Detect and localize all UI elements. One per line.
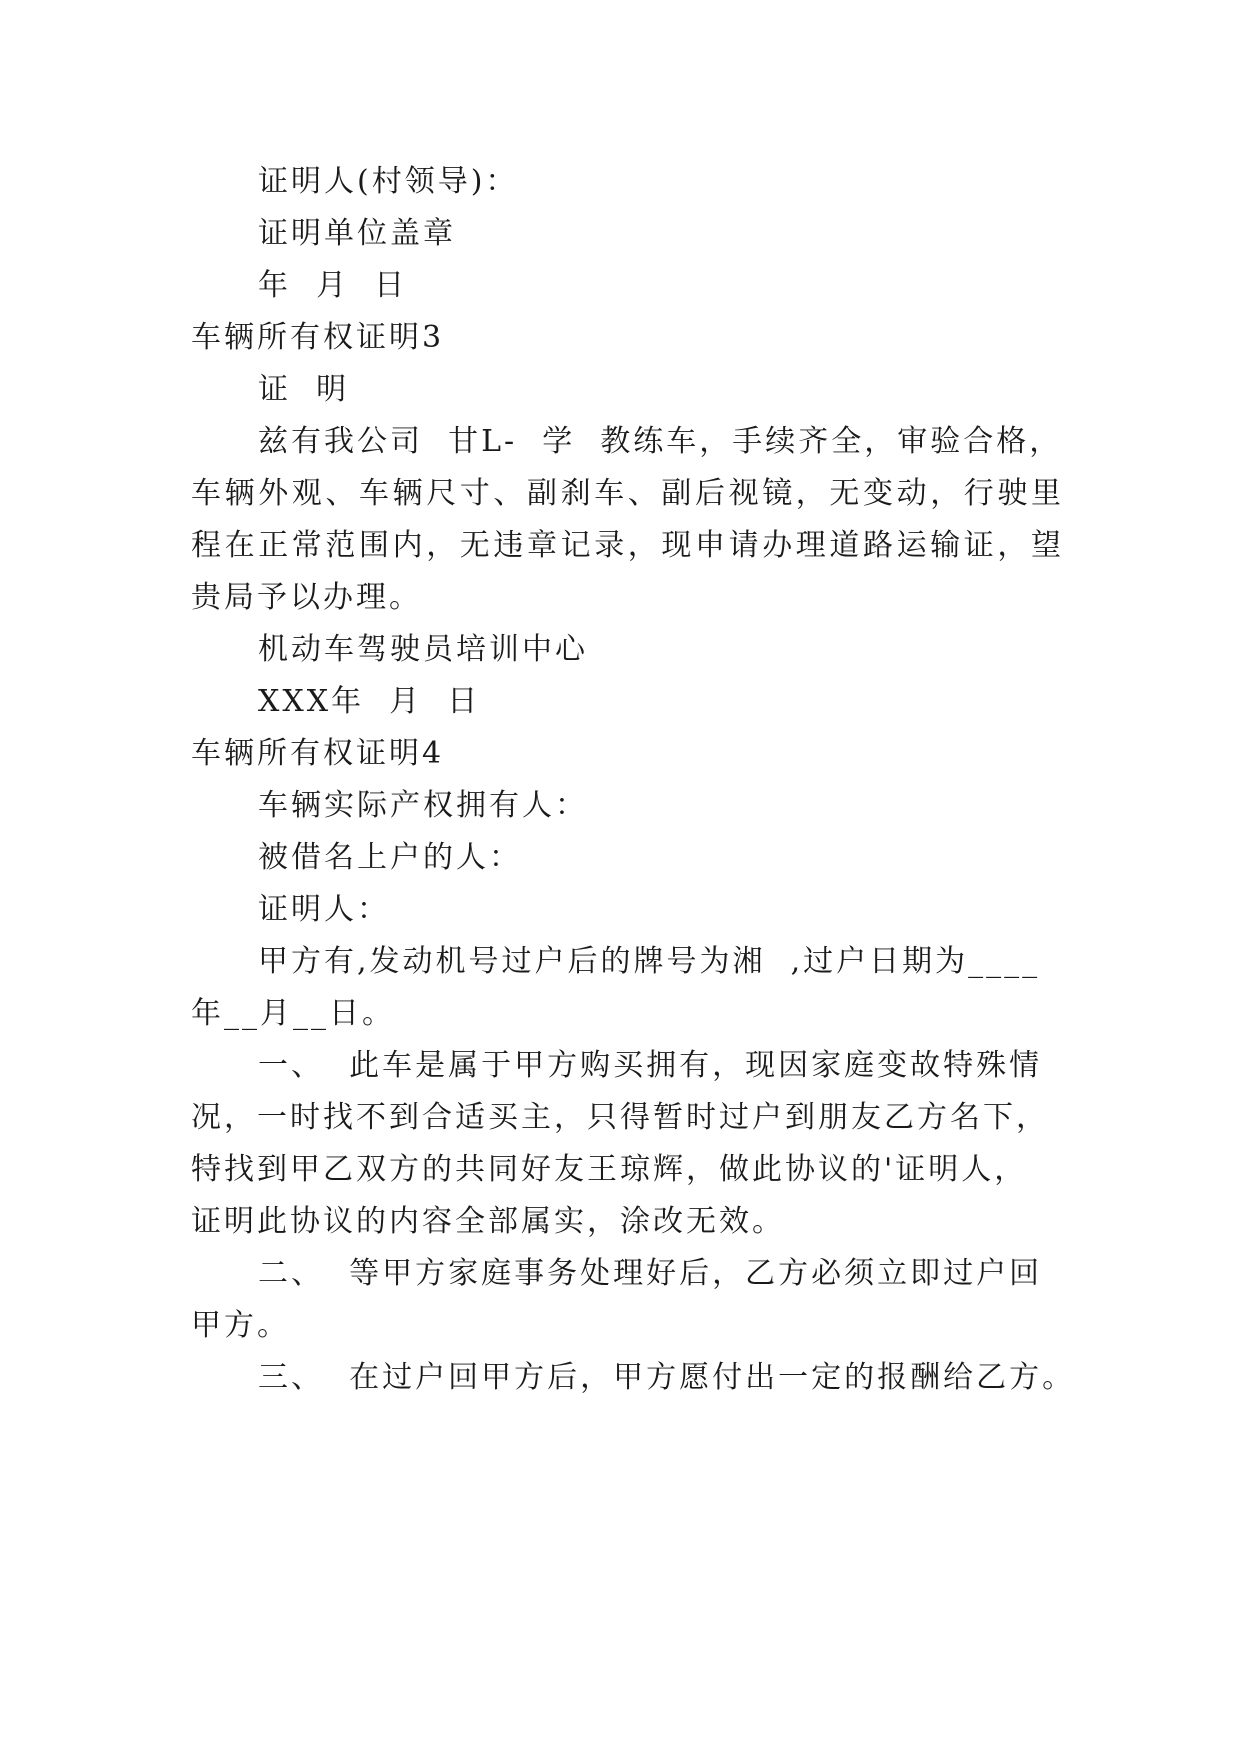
witness-village-label: 证明人(村领导)： bbox=[258, 164, 519, 199]
clause-line: 证明此协议的内容全部属实，涂改无效。 bbox=[191, 1204, 785, 1239]
clause-line: 特找到甲乙双方的共同好友王琼辉，做此协议的'证明人， bbox=[191, 1152, 1028, 1187]
clause-line: 甲方。 bbox=[191, 1308, 290, 1343]
clause-line: 三、 在过户回甲方后，甲方愿付出一定的报酬给乙方。 bbox=[258, 1360, 1076, 1395]
body-line: 年__月__日。 bbox=[191, 996, 395, 1031]
date-line: 年 月 日 bbox=[258, 268, 408, 303]
clause-line: 一、 此车是属于甲方购买拥有，现因家庭变故特殊情 bbox=[258, 1048, 1043, 1083]
certificate-title: 证 明 bbox=[258, 372, 350, 407]
body-line: 车辆外观、车辆尺寸、副刹车、副后视镜，无变动，行驶里 bbox=[191, 476, 1065, 511]
body-line: 兹有我公司 甘L- 学 教练车，手续齐全，审验合格， bbox=[258, 424, 1063, 459]
seal-label: 证明单位盖章 bbox=[258, 216, 456, 251]
owner-label: 车辆实际产权拥有人： bbox=[258, 788, 588, 823]
signatory: 机动车驾驶员培训中心 bbox=[258, 632, 588, 667]
section-heading: 车辆所有权证明4 bbox=[191, 736, 445, 771]
body-line: 甲方有,发动机号过户后的牌号为湘 ,过户日期为____ bbox=[258, 944, 1041, 979]
clause-line: 况，一时找不到合适买主，只得暂时过户到朋友乙方名下， bbox=[191, 1100, 1049, 1135]
section-heading: 车辆所有权证明3 bbox=[191, 320, 445, 355]
witness-label: 证明人： bbox=[258, 892, 390, 927]
body-line: 程在正常范围内，无违章记录，现申请办理道路运输证，望 bbox=[191, 528, 1065, 563]
clause-line: 二、 等甲方家庭事务处理好后，乙方必须立即过户回 bbox=[258, 1256, 1043, 1291]
borrowed-name-label: 被借名上户的人： bbox=[258, 840, 522, 875]
body-line: 贵局予以办理。 bbox=[191, 580, 422, 615]
date-line: XXX年 月 日 bbox=[258, 684, 481, 719]
